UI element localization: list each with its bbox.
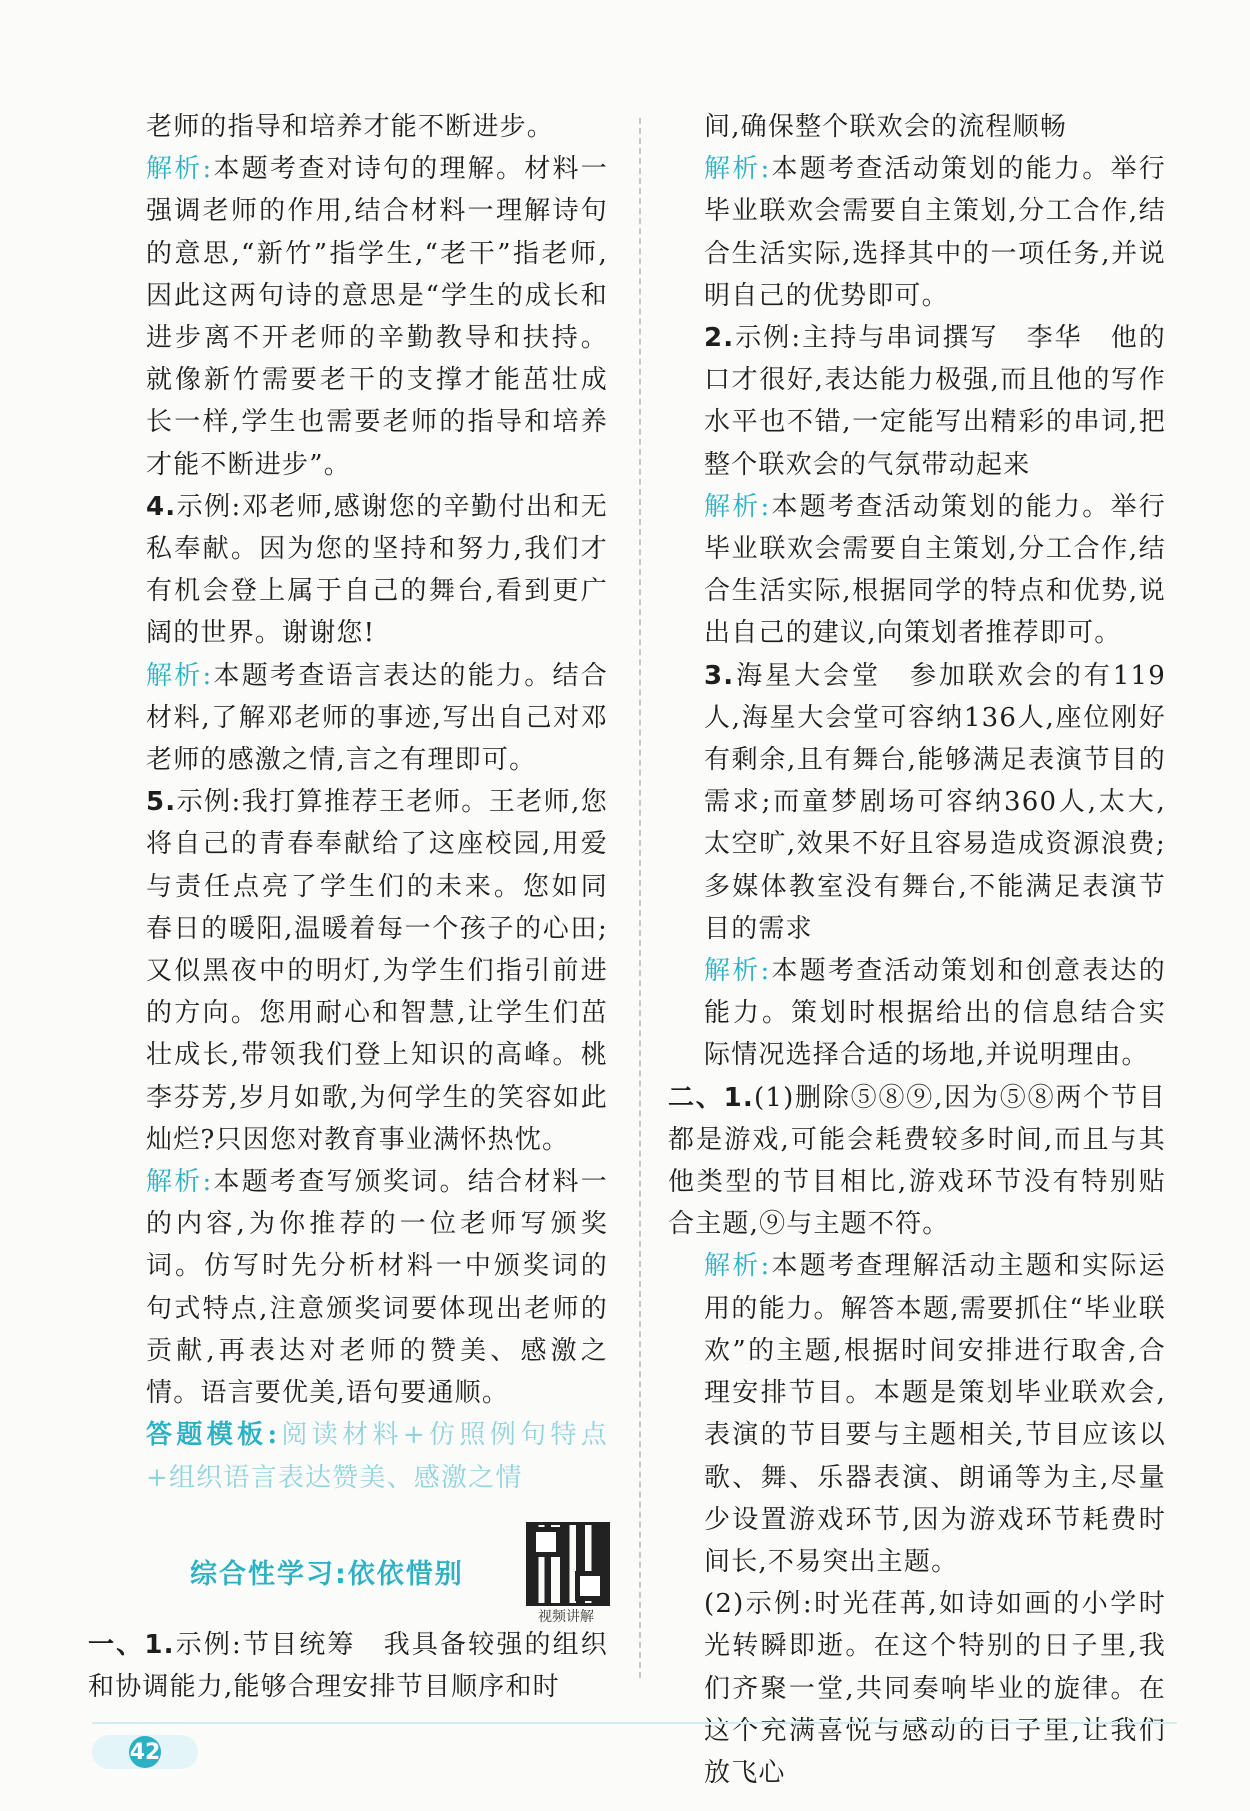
analysis bbox=[704, 1245, 1166, 1583]
analysis bbox=[146, 655, 608, 782]
qr-code-icon[interactable] bbox=[526, 1522, 610, 1606]
section-one-start bbox=[88, 1624, 608, 1708]
answer-5 bbox=[146, 781, 608, 1161]
analysis bbox=[146, 148, 608, 486]
analysis-text: 本题考查活动策划和创意表达的能力。策划时根据给出的信息结合实际情况选择合适的场地,并说明理由。 bbox=[704, 956, 1166, 1071]
answer-text: 示例:我打算推荐王老师。王老师,您将自己的青春奉献给了这座校园,用爱与责任点亮了学生们的未来。您如同春日的暖阳,温暖着每一个孩子的心田;又似黑夜中的明灯,为学生们指引前进的方向。您用耐心和智慧,让学生们茁壮成长,带领我们登上知识的高峰。桃李芬芳,岁月如歌,为何学生的笑容如此灿烂?只因您对教育事业满怀热忱。 bbox=[146, 787, 608, 1155]
answer-text: 示例:节目统筹 我具备较强的组织和协调能力,能够合理安排节目顺序和时 bbox=[88, 1630, 608, 1703]
analysis-text: 本题考查活动策划的能力。举行毕业联欢会需要自主策划,分工合作,结合生活实际,根据同学的特点和优势,说出自己的建议,向策划者推荐即可。 bbox=[704, 491, 1166, 649]
question-number: 5. bbox=[146, 787, 177, 818]
footer-rule bbox=[92, 1722, 1177, 1724]
answer-text: 示例:主持与串词撰写 李华 他的口才很好,表达能力极强,而且他的写作水平也不错,一定能写出精彩的串词,把整个联欢会的气氛带动起来 bbox=[704, 323, 1166, 480]
answer-1 bbox=[88, 1624, 608, 1708]
question-number: 3. bbox=[704, 660, 735, 691]
question-number: 1. bbox=[723, 1082, 754, 1113]
section-title: 综合性学习:依依惜别 bbox=[190, 1559, 464, 1590]
analysis-label: 解析: bbox=[704, 956, 771, 987]
section-marker: 一、 bbox=[88, 1630, 145, 1660]
question-number: 4. bbox=[146, 491, 177, 522]
answer-text: 示例:邓老师,感谢您的辛勤付出和无私奉献。因为您的坚持和努力,我们才有机会登上属于自己的舞台,看到更广阔的世界。谢谢您! bbox=[146, 491, 608, 649]
analysis bbox=[146, 1161, 608, 1414]
question-number: 1. bbox=[144, 1630, 175, 1660]
question-number: 2. bbox=[704, 323, 735, 354]
answer-4 bbox=[146, 486, 608, 655]
analysis-text: 本题考查语言表达的能力。结合材料,了解邓老师的事迹,写出自己对邓老师的感激之情,言之有理即可。 bbox=[146, 660, 608, 776]
answer-2 bbox=[704, 317, 1166, 486]
answer-two-2: (2)示例:时光荏苒,如诗如画的小学时光转瞬即逝。在这个特别的日子里,我们齐聚一堂,共同奏响毕业的旋律。在这个充满喜悦与感动的日子里,让我们放飞心 bbox=[704, 1589, 1166, 1788]
qr-label: 视频讲解 bbox=[538, 1609, 594, 1625]
template-text: 阅读材料+仿照例句特点+组织语言表达赞美、感激之情 bbox=[146, 1420, 608, 1493]
left-column bbox=[146, 106, 608, 1499]
analysis-label: 解析: bbox=[146, 1167, 213, 1198]
analysis-text: 本题考查对诗句的理解。材料一强调老师的作用,结合材料一理解诗句的意思,“新竹”指学生,“老干”指老师,因此这两句诗的意思是“学生的成长和进步离不开老师的辛勤教导和扶持。就像新竹需要老干的支撑才能茁壮成长一样,学生也需要老师的指导和培养才能不断进步”。 bbox=[146, 154, 608, 480]
analysis-label: 解析: bbox=[704, 1251, 771, 1282]
template-label: 答题模板: bbox=[146, 1420, 279, 1451]
analysis-label: 解析: bbox=[704, 491, 771, 522]
analysis-label: 解析: bbox=[146, 660, 213, 691]
analysis-text: 本题考查写颁奖词。结合材料一的内容,为你推荐的一位老师写颁奖词。仿写时先分析材料一中颁奖词的句式特点,注意颁奖词要体现出老师的贡献,再表达对老师的赞美、感激之情。语言要优美,语句要通顺。 bbox=[146, 1167, 608, 1409]
analysis-label: 解析: bbox=[146, 154, 213, 185]
section-marker: 二、 bbox=[668, 1082, 724, 1113]
column-divider bbox=[639, 118, 641, 1678]
analysis-text: 本题考查理解活动主题和实际运用的能力。解答本题,需要抓住“毕业联欢”的主题,根据时间安排进行取舍,合理安排节目。本题是策划毕业联欢会,表演的节目要与主题相关,节目应该以歌、舞、乐器表演、朗诵等为主,尽量少设置游戏环节,因为游戏环节耗费时间长,不易突出主题。 bbox=[704, 1251, 1166, 1577]
answer-template bbox=[146, 1414, 608, 1498]
answer-text: 海星大会堂 参加联欢会的有119人,海星大会堂可容纳136人,座位刚好有剩余,且有舞台,能够满足表演节目的需求;而童梦剧场可容纳360人,太大,太空旷,效果不好且容易造成资源浪费;多媒体教室没有舞台,不能满足表演节目的需求 bbox=[704, 660, 1166, 944]
paragraph: 老师的指导和培养才能不断进步。 bbox=[146, 112, 555, 142]
analysis bbox=[704, 950, 1166, 1077]
paragraph: 间,确保整个联欢会的流程顺畅 bbox=[704, 112, 1068, 142]
page-number: 42 bbox=[129, 1736, 161, 1768]
analysis bbox=[704, 148, 1166, 317]
analysis-text: 本题考查活动策划的能力。举行毕业联欢会需要自主策划,分工合作,结合生活实际,选择其中的一项任务,并说明自己的优势即可。 bbox=[704, 154, 1166, 311]
analysis-label: 解析: bbox=[704, 154, 771, 185]
answer-text: (1)删除⑤⑧⑨,因为⑤⑧两个节目都是游戏,可能会耗费较多时间,而且与其他类型的节目相比,游戏环节没有特别贴合主题,⑨与主题不符。 bbox=[668, 1082, 1166, 1240]
page-number-badge bbox=[92, 1735, 198, 1769]
answer-3 bbox=[704, 655, 1166, 950]
analysis bbox=[704, 486, 1166, 655]
right-column bbox=[668, 106, 1166, 1794]
answer-two-1 bbox=[668, 1077, 1166, 1246]
